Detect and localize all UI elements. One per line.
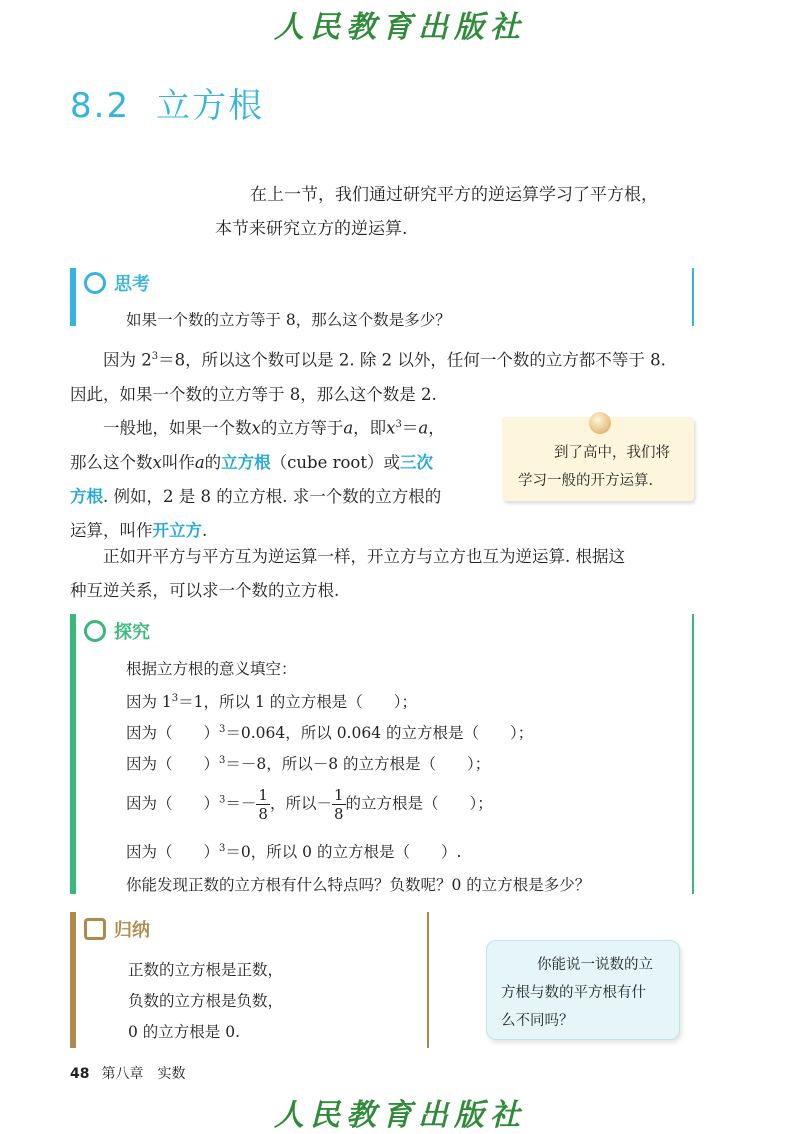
para2-text: ，即 bbox=[353, 418, 387, 438]
para2-text: 的立方等于 bbox=[260, 418, 344, 438]
section-name: 立方根 bbox=[156, 86, 265, 126]
explore-box-border bbox=[692, 614, 694, 894]
summary-line-3: 0 的立方根是 0. bbox=[128, 1023, 241, 1041]
explore-line-2 bbox=[126, 721, 533, 743]
explore-text: ＝0，所以 0 的立方根是（ ）. bbox=[225, 843, 462, 861]
var-x: x bbox=[251, 418, 261, 438]
para2-text: 一般地，如果一个数 bbox=[103, 418, 252, 438]
explore-heading bbox=[84, 618, 150, 644]
para2-text: . 例如，2 是 8 的立方根. 求一个数的立方根的 bbox=[103, 486, 442, 506]
book-icon bbox=[84, 918, 106, 940]
exponent: 3 bbox=[219, 794, 226, 806]
page-number: 48 bbox=[70, 1066, 90, 1082]
para1-line-2: 因此，如果一个数的立方等于 8，那么这个数是 2. bbox=[70, 384, 437, 404]
paragraph-3 bbox=[70, 540, 700, 608]
para1-text-b: ＝8，所以这个数可以是 2. 除 2 以外，任何一个数的立方都不等于 8. bbox=[158, 350, 666, 370]
var-x: x bbox=[386, 418, 396, 438]
section-number: 8.2 bbox=[70, 86, 131, 126]
var-x: x bbox=[152, 452, 162, 472]
paragraph-1 bbox=[70, 340, 700, 412]
fraction-numerator: 1 bbox=[258, 786, 268, 804]
exponent: 3 bbox=[219, 842, 226, 854]
pushpin-icon bbox=[589, 412, 611, 434]
summary-line-1: 正数的立方根是正数， bbox=[128, 961, 284, 979]
var-a: a bbox=[343, 418, 354, 438]
summary-line-2: 负数的立方根是负数， bbox=[128, 992, 284, 1010]
summary-content bbox=[128, 955, 283, 1048]
fraction bbox=[256, 786, 270, 823]
fraction-numerator: 1 bbox=[333, 786, 344, 804]
fraction-denominator: 8 bbox=[333, 805, 344, 823]
think-question: 如果一个数的立方等于 8，那么这个数是多少？ bbox=[126, 311, 451, 329]
term-third-root: 三次 bbox=[399, 452, 433, 472]
explore-intro: 根据立方根的意义填空： bbox=[126, 660, 297, 678]
var-a: a bbox=[194, 452, 205, 472]
para2-text: 的 bbox=[204, 452, 222, 472]
explore-text: 因为 1 bbox=[126, 693, 172, 711]
page-footer bbox=[70, 1063, 185, 1083]
para2-text: 运算，叫作 bbox=[70, 520, 153, 540]
summary-heading bbox=[84, 916, 150, 942]
magnifier-icon bbox=[84, 620, 106, 642]
section-title bbox=[70, 78, 264, 127]
term-third-root-cont: 方根 bbox=[70, 486, 103, 506]
para1-text-a: 因为 2 bbox=[103, 350, 152, 370]
para2-text: 叫作 bbox=[161, 452, 195, 472]
exponent: 3 bbox=[171, 692, 179, 704]
term-cube-rooting: 开立方 bbox=[152, 520, 202, 540]
exponent: 3 bbox=[219, 723, 226, 735]
explore-text: ＝－ bbox=[225, 794, 257, 813]
explore-line-5 bbox=[126, 840, 461, 862]
explore-heading-label: 探究 bbox=[114, 622, 150, 643]
explore-line-1 bbox=[126, 690, 417, 712]
explore-text: ＝－8，所以－8 的立方根是（ ）； bbox=[225, 755, 491, 773]
var-a: a bbox=[418, 418, 429, 438]
think-box-border bbox=[692, 268, 694, 326]
chapter-label: 第八章 实数 bbox=[101, 1066, 186, 1082]
paragraph-2: 一般地，如果一个数x的立方等于a，即$x^3=a$， 那么这个数x叫作a的立方根（cube root）或三次 方根. 例如，2 是 8 的立方根. 求一个数的立方根的 运算，叫作开立方. bbox=[70, 418, 445, 540]
side-note-question bbox=[486, 940, 680, 1040]
note2-line-1: 你能说一说数的立 bbox=[537, 957, 653, 973]
explore-text: 因为（ ） bbox=[126, 724, 220, 742]
fraction-denominator: 8 bbox=[258, 805, 268, 823]
para1-sup: 3 bbox=[151, 351, 159, 362]
publisher-header: 人民教育出版社 bbox=[274, 10, 526, 45]
explore-box-bar bbox=[70, 614, 76, 894]
para2-text: ＝ bbox=[401, 418, 419, 438]
note2-line-2: 方根与数的平方根有什 bbox=[501, 985, 646, 1001]
think-heading-label: 思考 bbox=[114, 274, 150, 295]
intro-text bbox=[215, 178, 710, 246]
explore-text: 因为（ ） bbox=[126, 794, 220, 813]
think-box-bar bbox=[70, 268, 76, 326]
para2-text: 那么这个数 bbox=[70, 452, 153, 472]
para3-line-2: 种互逆关系，可以求一个数的立方根. bbox=[70, 581, 340, 600]
think-heading bbox=[84, 270, 150, 296]
publisher-footer: 人民教育出版社 bbox=[274, 1098, 526, 1133]
explore-text: 的立方根是（ ）； bbox=[345, 794, 493, 813]
lightbulb-icon bbox=[84, 272, 106, 294]
fraction bbox=[332, 786, 346, 823]
note1-line-2: 学习一般的开方运算. bbox=[518, 473, 654, 489]
summary-box-bar bbox=[70, 912, 76, 1048]
para2-text: （cube root）或 bbox=[270, 452, 400, 472]
explore-text: ＝0.064，所以 0.064 的立方根是（ ）； bbox=[225, 724, 534, 742]
explore-line-6: 你能发现正数的立方根有什么特点吗？负数呢？0 的立方根是多少？ bbox=[126, 876, 591, 894]
explore-text: 因为（ ） bbox=[126, 755, 220, 773]
exponent: 3 bbox=[395, 419, 402, 430]
term-cube-root: 立方根 bbox=[221, 452, 271, 472]
explore-text: 因为（ ） bbox=[126, 843, 220, 861]
exponent: 3 bbox=[219, 754, 226, 766]
note1-line-1: 到了高中，我们将 bbox=[554, 445, 670, 461]
explore-text: ，所以－ bbox=[269, 794, 332, 813]
para3-line-1: 正如开平方与平方互为逆运算一样，开立方与立方也互为逆运算. 根据这 bbox=[103, 547, 625, 566]
summary-heading-label: 归纳 bbox=[114, 920, 150, 941]
explore-line-4 bbox=[126, 786, 493, 823]
summary-box-border bbox=[427, 912, 429, 1048]
intro-line-2: 本节来研究立方的逆运算. bbox=[215, 219, 408, 239]
intro-line-1: 在上一节，我们通过研究平方的逆运算学习了平方根， bbox=[250, 185, 658, 205]
para2-text: . bbox=[202, 520, 208, 540]
explore-text: ＝1，所以 1 的立方根是（ ）； bbox=[178, 693, 418, 711]
explore-line-3 bbox=[126, 752, 490, 774]
note2-line-3: 么不同吗？ bbox=[501, 1013, 574, 1029]
